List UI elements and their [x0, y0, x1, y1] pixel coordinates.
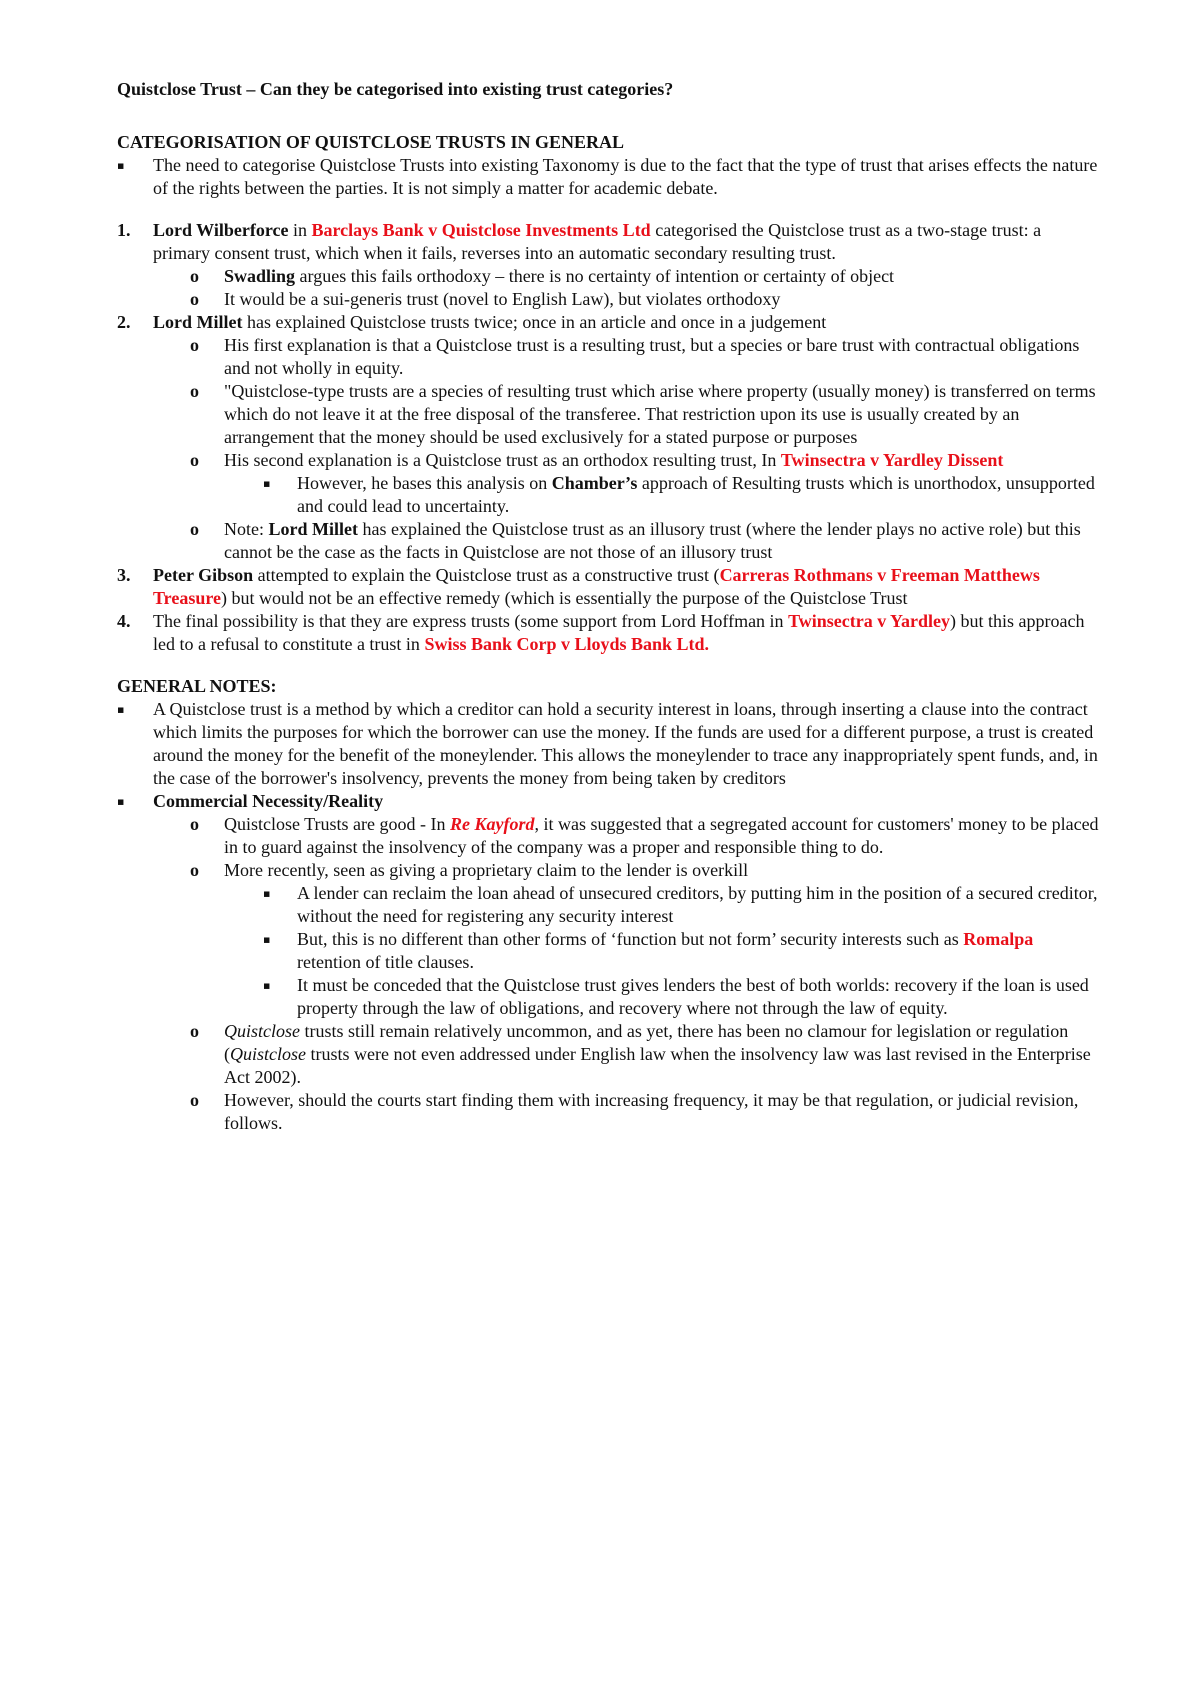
person-name: Lord Millet	[153, 312, 243, 332]
document-body	[117, 78, 1100, 1135]
bullet-item	[117, 790, 1100, 813]
square-bullet-icon: ▪	[263, 477, 271, 490]
circle-bullet-icon: o	[190, 381, 199, 401]
numbered-item-4	[117, 610, 1100, 656]
person-name: Lord Millet	[268, 519, 358, 539]
item-text: categorised the Quistclose trust as a two-stage trust: a primary consent trust, which when it fails, reverses into an automatic secondary resulting trust.	[153, 220, 1042, 263]
case-name: Twinsectra v Yardley Dissent	[780, 450, 1004, 470]
square-bullet-icon: ▪	[263, 979, 271, 992]
square-bullet-icon: ▪	[117, 159, 125, 172]
document-title: Quistclose Trust – Can they be categorised into existing trust categories?	[117, 79, 674, 99]
circle-bullet-icon: o	[190, 335, 199, 355]
sub-item-text: trusts still remain relatively uncommon, and as yet, there has been no clamour for legislation or regulation (	[224, 1021, 1069, 1064]
sub-sub-item-text: A lender can reclaim the loan ahead of unsecured creditors, by putting him in the position of a secured creditor, without the need for registering any security interest	[297, 883, 1098, 926]
sub-sub-item-text: But, this is no different than other forms of ‘function but not form’ security interests such as	[297, 929, 964, 949]
person-name: Swadling	[224, 266, 296, 286]
case-name: Carreras Rothmans v Freeman Matthews Treasure	[153, 565, 1040, 608]
numbered-item-1	[117, 219, 1100, 265]
bullet-text: A Quistclose trust is a method by which a creditor can hold a security interest in loans, through inserting a clause into the contract which limits the purposes for which the borrower can use the money. If the funds are used for a different purpose, a trust is created around the money for the benefit of the moneylender. This allows the moneylender to trace any inappropriately spent funds, and, in the case of the borrower's insolvency, prevents the money from being taken by creditors	[153, 699, 1098, 788]
circle-bullet-icon: o	[190, 450, 199, 470]
square-bullet-icon: ▪	[263, 887, 271, 900]
item-number: 3.	[117, 565, 131, 585]
sub-item	[117, 518, 1100, 564]
sub-sub-item	[117, 928, 1100, 974]
sub-item	[117, 859, 1100, 882]
sub-item	[117, 1089, 1100, 1135]
person-name: Chamber’s	[551, 473, 638, 493]
sub-item-text: argues this fails orthodoxy – there is no certainty of intention or certainty of object	[295, 266, 895, 286]
circle-bullet-icon: o	[190, 289, 199, 309]
sub-item	[117, 265, 1100, 288]
item-text: ) but would not be an effective remedy (which is essentially the purpose of the Quistclose Trust	[221, 588, 908, 608]
section-heading-categorisation: CATEGORISATION OF QUISTCLOSE TRUSTS IN GENERAL	[117, 132, 624, 152]
case-reference: Quistclose	[224, 1021, 300, 1041]
sub-item-text: "Quistclose-type trusts are a species of resulting trust which arise where property (usually money) is transferred on terms which do not leave it at the free disposal of the transferee. That restriction upon its use is usually created by an arrangement that the money should be used exclusively for a stated purpose or purposes	[224, 381, 1096, 447]
item-text: in	[288, 220, 312, 240]
sub-item-text: has explained the Quistclose trust as an illusory trust (where the lender plays no active role) but this cannot be the case as the facts in Quistclose are not those of an illusory trust	[224, 519, 1081, 562]
item-text: The final possibility is that they are express trusts (some support from Lord Hoffman in	[153, 611, 789, 631]
bullet-heading: Commercial Necessity/Reality	[153, 791, 384, 811]
sub-sub-item-text: retention of title clauses.	[297, 952, 474, 972]
sub-item-text: Quistclose Trusts are good - In	[224, 814, 450, 834]
numbered-item-3	[117, 564, 1100, 610]
sub-sub-item-text: approach of Resulting trusts which is unorthodox, unsupported and could lead to uncertainty.	[297, 473, 1095, 516]
circle-bullet-icon: o	[190, 860, 199, 880]
sub-item	[117, 813, 1100, 859]
sub-sub-item-text: It must be conceded that the Quistclose trust gives lenders the best of both worlds: recovery if the loan is used property through the law of obligations, and recovery where not through the law of equity.	[297, 975, 1089, 1018]
sub-item-text: trusts were not even addressed under English law when the insolvency law was last revised in the Enterprise Act 2002).	[224, 1044, 1091, 1087]
circle-bullet-icon: o	[190, 814, 199, 834]
circle-bullet-icon: o	[190, 266, 199, 286]
person-name: Lord Wilberforce	[153, 220, 289, 240]
item-text: ) but this approach led to a refusal to constitute a trust in	[153, 611, 1085, 654]
sub-item	[117, 334, 1100, 380]
bullet-item	[117, 698, 1100, 790]
sub-item-text: However, should the courts start finding them with increasing frequency, it may be that regulation, or judicial revision, follows.	[224, 1090, 1079, 1133]
sub-item	[117, 1020, 1100, 1089]
sub-item-text: His second explanation is a Quistclose trust as an orthodox resulting trust, In	[224, 450, 781, 470]
item-text: attempted to explain the Quistclose trust as a constructive trust (	[253, 565, 720, 585]
section-heading-general-notes: GENERAL NOTES:	[117, 676, 277, 696]
circle-bullet-icon: o	[190, 1021, 199, 1041]
sub-item	[117, 380, 1100, 449]
sub-item-text: Note:	[224, 519, 269, 539]
person-name: Peter Gibson	[153, 565, 254, 585]
case-name: Romalpa	[963, 929, 1034, 949]
case-name: Re Kayford	[450, 814, 535, 834]
sub-item-text: His first explanation is that a Quistclose trust is a resulting trust, but a species or bare trust with contractual obligations and not wholly in equity.	[224, 335, 1080, 378]
case-name: Twinsectra v Yardley	[788, 611, 951, 631]
case-name: Barclays Bank v Quistclose Investments Ltd	[311, 220, 651, 240]
bullet-item	[117, 154, 1100, 200]
sub-sub-item-text: However, he bases this analysis on	[297, 473, 552, 493]
circle-bullet-icon: o	[190, 519, 199, 539]
sub-item	[117, 288, 1100, 311]
item-number: 2.	[117, 312, 131, 332]
square-bullet-icon: ▪	[263, 933, 271, 946]
square-bullet-icon: ▪	[117, 703, 125, 716]
item-number: 4.	[117, 611, 131, 631]
case-name: Swiss Bank Corp v Lloyds Bank Ltd.	[424, 634, 710, 654]
sub-item-text: , it was suggested that a segregated account for customers' money to be placed in to guard against the insolvency of the company was a proper and responsible thing to do.	[224, 814, 1099, 857]
sub-sub-item	[117, 974, 1100, 1020]
sub-sub-item	[117, 882, 1100, 928]
numbered-item-2	[117, 311, 1100, 334]
square-bullet-icon: ▪	[117, 795, 125, 808]
bullet-text: The need to categorise Quistclose Trusts into existing Taxonomy is due to the fact that the type of trust that arises effects the nature of the rights between the parties. It is not simply a matter for academic debate.	[153, 155, 1098, 198]
item-number: 1.	[117, 220, 131, 240]
case-reference: Quistclose	[230, 1044, 306, 1064]
sub-sub-item	[117, 472, 1100, 518]
item-text: has explained Quistclose trusts twice; once in an article and once in a judgement	[242, 312, 827, 332]
sub-item-text: It would be a sui-generis trust (novel to English Law), but violates orthodoxy	[224, 289, 781, 309]
sub-item	[117, 449, 1100, 472]
sub-item-text: More recently, seen as giving a proprietary claim to the lender is overkill	[224, 860, 749, 880]
circle-bullet-icon: o	[190, 1090, 199, 1110]
